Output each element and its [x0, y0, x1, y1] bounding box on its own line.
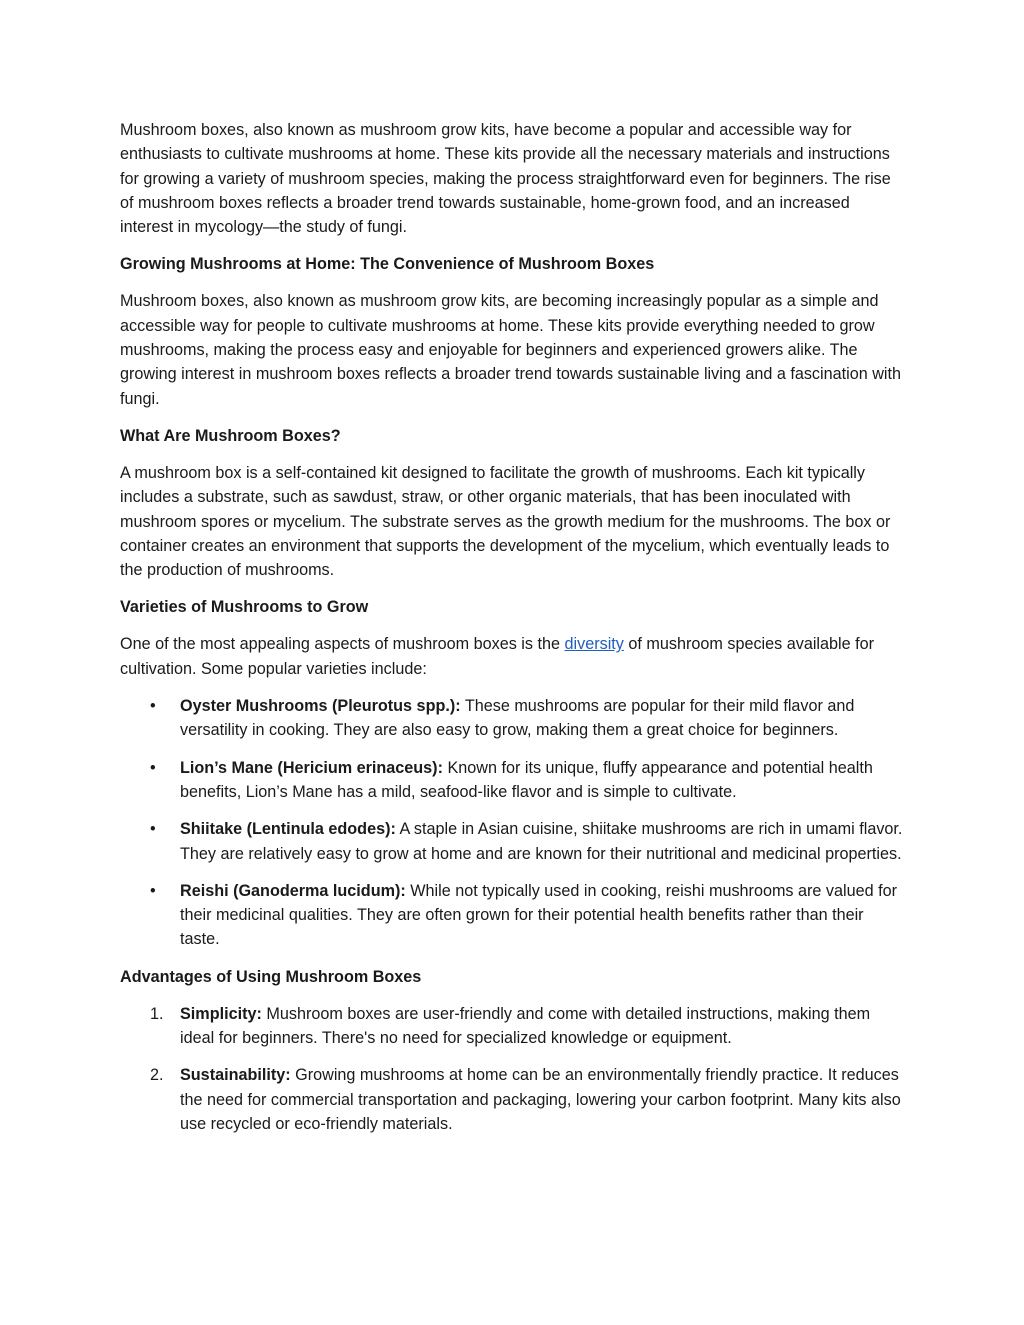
- variety-term: Oyster Mushrooms (Pleurotus spp.):: [180, 697, 461, 716]
- what-are-boxes-paragraph: A mushroom box is a self-contained kit designed to facilitate the growth of mushrooms. Each kit typically includes a substrate, such as sawdust, straw, or other organic materials, that has been inoculated with mushroom spores or mycelium. The substrate serves as the growth medium for the mushrooms. The box or container creates an environment that supports the development of the mycelium, which eventually leads to the production of mushrooms.: [120, 463, 891, 580]
- varieties-text-before: One of the most appealing aspects of mushroom boxes is the: [120, 635, 565, 654]
- intro-paragraph: Mushroom boxes, also known as mushroom grow kits, have become a popular and accessible way for enthusiasts to cultivate mushrooms at home. These kits provide all the necessary materials and instructions for growing a variety of mushroom species, making the process straightforward even for beginners. The rise of mushroom boxes reflects a broader trend towards sustainable, home-grown food, and an increased interest in mycology—the study of fungi.: [120, 121, 891, 237]
- heading-varieties: Varieties of Mushrooms to Grow: [120, 598, 369, 617]
- list-item: [150, 1063, 906, 1136]
- advantages-list: [120, 1002, 906, 1136]
- variety-term: Lion’s Mane (Hericium erinaceus):: [180, 758, 443, 777]
- advantage-description: Growing mushrooms at home can be an environmentally friendly practice. It reduces the need for commercial transportation and packaging, lowering your carbon footprint. Many kits also use recycled or eco-friendly materials.: [180, 1066, 901, 1133]
- document-page: [120, 118, 906, 1149]
- advantage-term: Sustainability:: [180, 1066, 291, 1085]
- heading-growing-at-home: Growing Mushrooms at Home: The Convenience of Mushroom Boxes: [120, 255, 655, 274]
- bullet-marker: •: [150, 881, 156, 900]
- list-item: [150, 817, 906, 866]
- variety-description: While not typically used in cooking, reishi mushrooms are valued for their medicinal qualities. They are often grown for their potential health benefits rather than their taste.: [180, 881, 898, 949]
- varieties-paragraph: [120, 632, 906, 681]
- bullet-marker: •: [150, 820, 156, 839]
- variety-term: Shiitake (Lentinula edodes):: [180, 820, 396, 839]
- advantage-description: Mushroom boxes are user-friendly and come with detailed instructions, making them ideal for beginners. There's no need for specialized knowledge or equipment.: [180, 1004, 871, 1048]
- list-item: [150, 694, 906, 743]
- growing-at-home-paragraph: Mushroom boxes, also known as mushroom grow kits, are becoming increasingly popular as a simple and accessible way for people to cultivate mushrooms at home. These kits provide everything needed to grow mushrooms, making the process easy and enjoyable for beginners and experienced growers alike. The growing interest in mushroom boxes reflects a broader trend towards sustainable living and a fascination with fungi.: [120, 292, 902, 408]
- list-item: [150, 879, 906, 952]
- bullet-marker: •: [150, 697, 156, 716]
- list-number: 1.: [150, 1004, 164, 1023]
- varieties-list: [120, 694, 906, 952]
- varieties-text-after: of mushroom species available for cultivation. Some popular varieties include:: [120, 635, 875, 678]
- variety-term: Reishi (Ganoderma lucidum):: [180, 881, 406, 900]
- diversity-link[interactable]: diversity: [564, 635, 624, 654]
- list-item: [150, 756, 906, 805]
- heading-what-are-boxes: What Are Mushroom Boxes?: [120, 426, 341, 445]
- bullet-marker: •: [150, 758, 156, 777]
- heading-advantages: Advantages of Using Mushroom Boxes: [120, 967, 422, 986]
- variety-description: These mushrooms are popular for their mild flavor and versatility in cooking. They are also easy to grow, making them a great choice for beginners.: [180, 697, 855, 740]
- list-item: [150, 1002, 906, 1051]
- variety-description: Known for its unique, fluffy appearance and potential health benefits, Lion’s Mane has a mild, seafood-like flavor and is simple to cultivate.: [180, 758, 873, 801]
- list-number: 2.: [150, 1066, 164, 1085]
- variety-description: A staple in Asian cuisine, shiitake mushrooms are rich in umami flavor. They are relatively easy to grow at home and are known for their nutritional and medicinal properties.: [180, 820, 903, 863]
- advantage-term: Simplicity:: [180, 1004, 262, 1023]
